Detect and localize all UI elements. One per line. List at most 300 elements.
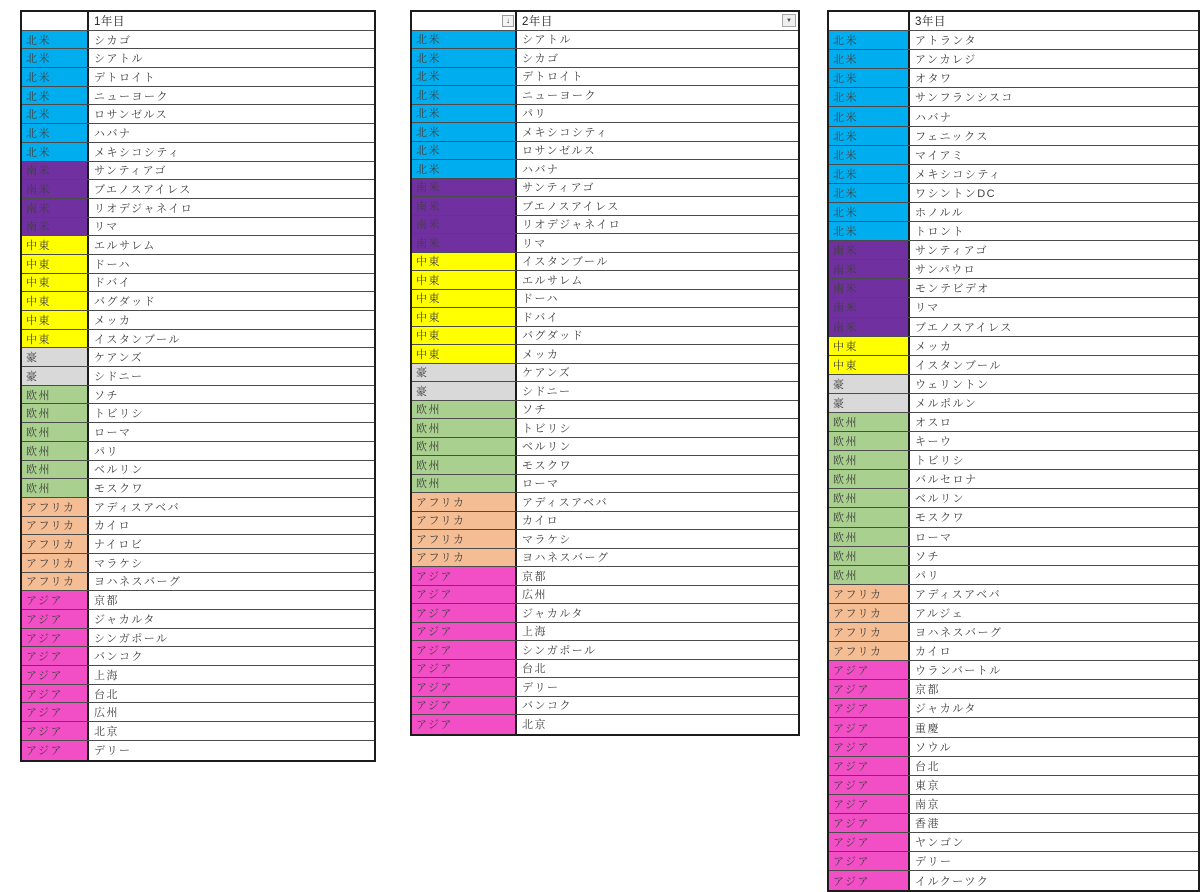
region-cell[interactable] bbox=[22, 274, 89, 292]
region-cell[interactable] bbox=[22, 330, 89, 348]
region-cell[interactable] bbox=[829, 69, 910, 87]
city-label: マラケシ bbox=[522, 533, 572, 546]
city-cell[interactable] bbox=[89, 722, 374, 740]
city-cell[interactable] bbox=[910, 661, 1198, 679]
city-cell[interactable] bbox=[89, 292, 374, 310]
region-cell[interactable] bbox=[829, 871, 910, 890]
city-cell[interactable] bbox=[517, 364, 798, 382]
region-cell[interactable] bbox=[412, 31, 517, 49]
city-cell[interactable] bbox=[910, 585, 1198, 603]
region-cell[interactable] bbox=[829, 699, 910, 717]
region-cell[interactable] bbox=[412, 290, 517, 308]
city-cell[interactable] bbox=[517, 623, 798, 641]
region-cell[interactable] bbox=[22, 610, 89, 628]
city-cell[interactable] bbox=[517, 586, 798, 604]
city-cell[interactable] bbox=[517, 271, 798, 289]
region-cell[interactable] bbox=[22, 685, 89, 703]
city-cell[interactable] bbox=[910, 852, 1198, 870]
city-cell[interactable] bbox=[910, 375, 1198, 393]
region-cell[interactable] bbox=[829, 795, 910, 813]
city-cell[interactable] bbox=[89, 647, 374, 665]
city-label: ソチ bbox=[522, 404, 547, 417]
region-cell[interactable] bbox=[412, 604, 517, 622]
year2-header-title-cell[interactable] bbox=[517, 12, 798, 30]
region-cell[interactable] bbox=[412, 253, 517, 271]
city-label: ヨハネスバーグ bbox=[915, 627, 1003, 640]
region-cell[interactable] bbox=[829, 833, 910, 851]
city-cell[interactable] bbox=[910, 127, 1198, 145]
city-cell[interactable] bbox=[910, 203, 1198, 221]
city-cell[interactable] bbox=[517, 31, 798, 49]
city-cell[interactable] bbox=[910, 279, 1198, 297]
region-cell[interactable] bbox=[412, 271, 517, 289]
city-cell[interactable] bbox=[910, 146, 1198, 164]
city-cell[interactable] bbox=[89, 274, 374, 292]
city-cell[interactable] bbox=[910, 451, 1198, 469]
region-label: 中東 bbox=[833, 359, 858, 372]
region-cell[interactable] bbox=[22, 367, 89, 385]
city-cell[interactable] bbox=[89, 31, 374, 49]
region-cell[interactable] bbox=[22, 292, 89, 310]
region-cell[interactable] bbox=[829, 642, 910, 660]
city-cell[interactable] bbox=[89, 517, 374, 535]
region-cell[interactable] bbox=[412, 623, 517, 641]
city-cell[interactable] bbox=[89, 330, 374, 348]
city-cell[interactable] bbox=[89, 461, 374, 479]
city-cell[interactable] bbox=[910, 528, 1198, 546]
region-cell[interactable] bbox=[412, 197, 517, 215]
city-label: 北京 bbox=[94, 725, 119, 738]
city-cell[interactable] bbox=[517, 530, 798, 548]
region-cell[interactable] bbox=[22, 479, 89, 497]
city-cell[interactable] bbox=[517, 401, 798, 419]
city-cell[interactable] bbox=[89, 162, 374, 180]
region-cell[interactable] bbox=[829, 356, 910, 374]
region-cell[interactable] bbox=[412, 438, 517, 456]
region-cell[interactable] bbox=[829, 375, 910, 393]
city-cell[interactable] bbox=[910, 69, 1198, 87]
city-cell[interactable] bbox=[517, 512, 798, 530]
region-label: 北米 bbox=[26, 127, 51, 140]
region-label: 南米 bbox=[26, 202, 51, 215]
city-cell[interactable] bbox=[517, 604, 798, 622]
city-label: トビリシ bbox=[915, 455, 965, 468]
region-cell[interactable] bbox=[22, 647, 89, 665]
region-cell[interactable] bbox=[829, 604, 910, 622]
city-label: シドニー bbox=[94, 370, 144, 383]
region-cell[interactable] bbox=[22, 348, 89, 366]
table-row bbox=[412, 401, 798, 420]
region-label: 北米 bbox=[26, 90, 51, 103]
city-cell[interactable] bbox=[517, 327, 798, 345]
region-cell[interactable] bbox=[829, 661, 910, 679]
city-cell[interactable] bbox=[89, 554, 374, 572]
city-cell[interactable] bbox=[89, 255, 374, 273]
table-row bbox=[412, 493, 798, 512]
region-cell[interactable] bbox=[829, 260, 910, 278]
city-cell[interactable] bbox=[910, 298, 1198, 316]
city-label: 香港 bbox=[915, 817, 940, 830]
city-cell[interactable] bbox=[910, 184, 1198, 202]
city-cell[interactable] bbox=[517, 49, 798, 67]
table-row bbox=[829, 680, 1198, 699]
city-cell[interactable] bbox=[89, 404, 374, 422]
city-cell[interactable] bbox=[910, 566, 1198, 584]
region-cell[interactable] bbox=[829, 107, 910, 125]
table-row bbox=[22, 49, 374, 68]
table-row bbox=[22, 610, 374, 629]
city-cell[interactable] bbox=[89, 442, 374, 460]
region-cell[interactable] bbox=[829, 146, 910, 164]
region-cell[interactable] bbox=[829, 508, 910, 526]
region-cell[interactable] bbox=[22, 386, 89, 404]
region-cell[interactable] bbox=[829, 776, 910, 794]
region-cell[interactable] bbox=[412, 68, 517, 86]
city-cell[interactable] bbox=[89, 105, 374, 123]
city-cell[interactable] bbox=[89, 703, 374, 721]
city-cell[interactable] bbox=[517, 697, 798, 715]
table-row bbox=[22, 629, 374, 648]
city-label: イスタンブール bbox=[522, 256, 609, 269]
region-cell[interactable] bbox=[412, 567, 517, 585]
region-cell[interactable] bbox=[829, 814, 910, 832]
region-cell[interactable] bbox=[22, 49, 89, 67]
region-cell[interactable] bbox=[412, 493, 517, 511]
city-cell[interactable] bbox=[910, 718, 1198, 736]
region-label: アジア bbox=[416, 607, 454, 620]
region-cell[interactable] bbox=[829, 413, 910, 431]
region-cell[interactable] bbox=[22, 199, 89, 217]
region-cell[interactable] bbox=[412, 234, 517, 252]
city-cell[interactable] bbox=[910, 776, 1198, 794]
city-cell[interactable] bbox=[89, 666, 374, 684]
city-cell[interactable] bbox=[517, 123, 798, 141]
region-label: アジア bbox=[26, 707, 64, 720]
city-cell[interactable] bbox=[89, 124, 374, 142]
city-label: アンカレジ bbox=[915, 54, 977, 67]
region-cell[interactable] bbox=[829, 241, 910, 259]
city-cell[interactable] bbox=[910, 642, 1198, 660]
region-cell[interactable] bbox=[412, 456, 517, 474]
city-cell[interactable] bbox=[910, 432, 1198, 450]
city-cell[interactable] bbox=[910, 260, 1198, 278]
region-cell[interactable] bbox=[22, 461, 89, 479]
city-cell[interactable] bbox=[910, 833, 1198, 851]
city-cell[interactable] bbox=[89, 236, 374, 254]
region-cell[interactable] bbox=[412, 586, 517, 604]
city-cell[interactable] bbox=[517, 493, 798, 511]
city-cell[interactable] bbox=[517, 715, 798, 734]
region-cell[interactable] bbox=[22, 255, 89, 273]
city-label: 京都 bbox=[94, 595, 119, 608]
year3-table bbox=[827, 10, 1200, 892]
table-row bbox=[22, 162, 374, 181]
region-cell[interactable] bbox=[829, 203, 910, 221]
region-cell[interactable] bbox=[829, 165, 910, 183]
region-cell[interactable] bbox=[829, 547, 910, 565]
region-label: アジア bbox=[833, 817, 871, 830]
region-cell[interactable] bbox=[829, 31, 910, 49]
region-cell[interactable] bbox=[829, 451, 910, 469]
region-cell[interactable] bbox=[22, 535, 89, 553]
region-cell[interactable] bbox=[829, 337, 910, 355]
region-cell[interactable] bbox=[412, 475, 517, 493]
city-cell[interactable] bbox=[910, 88, 1198, 106]
city-cell[interactable] bbox=[910, 757, 1198, 775]
year3-header-title-cell[interactable] bbox=[910, 12, 1198, 30]
region-cell[interactable] bbox=[829, 127, 910, 145]
table-row bbox=[829, 356, 1198, 375]
city-cell[interactable] bbox=[517, 475, 798, 493]
city-label: ケアンズ bbox=[522, 367, 572, 380]
region-cell[interactable] bbox=[412, 512, 517, 530]
city-cell[interactable] bbox=[910, 699, 1198, 717]
city-cell[interactable] bbox=[910, 107, 1198, 125]
city-cell[interactable] bbox=[910, 31, 1198, 49]
region-cell[interactable] bbox=[829, 298, 910, 316]
city-cell[interactable] bbox=[517, 308, 798, 326]
region-label: 北米 bbox=[833, 54, 858, 67]
region-cell[interactable] bbox=[22, 105, 89, 123]
region-cell[interactable] bbox=[829, 852, 910, 870]
city-cell[interactable] bbox=[910, 165, 1198, 183]
city-label: メキシコシティ bbox=[522, 126, 609, 139]
region-cell[interactable] bbox=[412, 308, 517, 326]
region-label: 欧州 bbox=[833, 531, 858, 544]
city-cell[interactable] bbox=[517, 290, 798, 308]
city-cell[interactable] bbox=[89, 423, 374, 441]
city-cell[interactable] bbox=[517, 216, 798, 234]
city-cell[interactable] bbox=[89, 218, 374, 236]
region-cell[interactable] bbox=[829, 50, 910, 68]
region-cell[interactable] bbox=[22, 666, 89, 684]
region-cell[interactable] bbox=[829, 623, 910, 641]
city-cell[interactable] bbox=[89, 87, 374, 105]
city-label: ソウル bbox=[915, 741, 953, 754]
table-row bbox=[22, 722, 374, 741]
region-cell[interactable] bbox=[22, 517, 89, 535]
region-cell[interactable] bbox=[22, 31, 89, 49]
region-cell[interactable] bbox=[412, 345, 517, 363]
region-cell[interactable] bbox=[412, 715, 517, 734]
city-cell[interactable] bbox=[89, 143, 374, 161]
city-label: イスタンブール bbox=[94, 333, 181, 346]
region-cell[interactable] bbox=[22, 591, 89, 609]
region-cell[interactable] bbox=[412, 641, 517, 659]
region-cell[interactable] bbox=[22, 741, 89, 760]
city-cell[interactable] bbox=[910, 738, 1198, 756]
city-cell[interactable] bbox=[517, 678, 798, 696]
city-cell[interactable] bbox=[517, 382, 798, 400]
region-cell[interactable] bbox=[829, 279, 910, 297]
region-cell[interactable] bbox=[22, 404, 89, 422]
region-cell[interactable] bbox=[829, 566, 910, 584]
region-cell[interactable] bbox=[412, 160, 517, 178]
city-label: デトロイト bbox=[522, 71, 585, 84]
city-cell[interactable] bbox=[517, 160, 798, 178]
table-row bbox=[829, 432, 1198, 451]
city-cell[interactable] bbox=[89, 311, 374, 329]
city-cell[interactable] bbox=[910, 413, 1198, 431]
region-label: 南米 bbox=[416, 219, 441, 232]
city-cell[interactable] bbox=[89, 573, 374, 591]
region-cell[interactable] bbox=[412, 327, 517, 345]
region-cell[interactable] bbox=[22, 218, 89, 236]
city-cell[interactable] bbox=[89, 199, 374, 217]
table-row bbox=[22, 554, 374, 573]
region-label: アジア bbox=[26, 725, 64, 738]
city-cell[interactable] bbox=[89, 629, 374, 647]
region-cell[interactable] bbox=[22, 68, 89, 86]
city-cell[interactable] bbox=[910, 394, 1198, 412]
city-cell[interactable] bbox=[517, 86, 798, 104]
region-cell[interactable] bbox=[829, 585, 910, 603]
region-cell[interactable] bbox=[412, 216, 517, 234]
filter-dropdown-icon[interactable]: ▼ bbox=[782, 14, 796, 27]
region-cell[interactable] bbox=[22, 498, 89, 516]
city-cell[interactable] bbox=[910, 623, 1198, 641]
city-cell[interactable] bbox=[89, 386, 374, 404]
city-cell[interactable] bbox=[910, 604, 1198, 622]
region-cell[interactable] bbox=[22, 311, 89, 329]
region-cell[interactable] bbox=[412, 382, 517, 400]
city-cell[interactable] bbox=[89, 348, 374, 366]
region-label: アジア bbox=[416, 681, 454, 694]
table-row bbox=[22, 535, 374, 554]
year2-header-region-cell[interactable] bbox=[412, 12, 517, 30]
city-cell[interactable] bbox=[89, 367, 374, 385]
city-cell[interactable] bbox=[517, 438, 798, 456]
region-cell[interactable] bbox=[22, 703, 89, 721]
region-cell[interactable] bbox=[412, 364, 517, 382]
city-cell[interactable] bbox=[910, 508, 1198, 526]
city-cell[interactable] bbox=[910, 356, 1198, 374]
region-cell[interactable] bbox=[22, 573, 89, 591]
city-label: ヨハネスバーグ bbox=[94, 576, 182, 589]
city-cell[interactable] bbox=[910, 871, 1198, 890]
region-cell[interactable] bbox=[412, 142, 517, 160]
region-cell[interactable] bbox=[412, 660, 517, 678]
region-cell[interactable] bbox=[829, 88, 910, 106]
region-cell[interactable] bbox=[22, 722, 89, 740]
city-cell[interactable] bbox=[910, 337, 1198, 355]
region-cell[interactable] bbox=[22, 423, 89, 441]
city-cell[interactable] bbox=[517, 68, 798, 86]
city-cell[interactable] bbox=[89, 741, 374, 760]
city-label: 広州 bbox=[94, 707, 119, 720]
city-cell[interactable] bbox=[910, 795, 1198, 813]
region-cell[interactable] bbox=[829, 528, 910, 546]
city-cell[interactable] bbox=[910, 680, 1198, 698]
city-cell[interactable] bbox=[517, 567, 798, 585]
city-cell[interactable] bbox=[910, 470, 1198, 488]
region-cell[interactable] bbox=[412, 401, 517, 419]
city-cell[interactable] bbox=[89, 180, 374, 198]
city-cell[interactable] bbox=[517, 142, 798, 160]
city-cell[interactable] bbox=[517, 253, 798, 271]
city-cell[interactable] bbox=[517, 197, 798, 215]
region-cell[interactable] bbox=[22, 87, 89, 105]
region-cell[interactable] bbox=[412, 530, 517, 548]
city-cell[interactable] bbox=[517, 179, 798, 197]
region-cell[interactable] bbox=[829, 718, 910, 736]
city-cell[interactable] bbox=[89, 498, 374, 516]
year3-header-region-cell[interactable] bbox=[829, 12, 910, 30]
region-label: 北米 bbox=[833, 168, 858, 181]
city-cell[interactable] bbox=[89, 610, 374, 628]
city-label: メキシコシティ bbox=[94, 146, 181, 159]
city-cell[interactable] bbox=[910, 222, 1198, 240]
city-cell[interactable] bbox=[89, 479, 374, 497]
city-cell[interactable] bbox=[517, 660, 798, 678]
city-cell[interactable] bbox=[89, 591, 374, 609]
region-cell[interactable] bbox=[412, 697, 517, 715]
region-cell[interactable] bbox=[829, 680, 910, 698]
region-cell[interactable] bbox=[829, 738, 910, 756]
city-cell[interactable] bbox=[89, 68, 374, 86]
region-cell[interactable] bbox=[829, 489, 910, 507]
city-cell[interactable] bbox=[89, 685, 374, 703]
region-cell[interactable] bbox=[22, 554, 89, 572]
city-cell[interactable] bbox=[517, 641, 798, 659]
region-cell[interactable] bbox=[412, 49, 517, 67]
city-cell[interactable] bbox=[89, 535, 374, 553]
region-cell[interactable] bbox=[829, 184, 910, 202]
region-cell[interactable] bbox=[829, 222, 910, 240]
region-cell[interactable] bbox=[22, 162, 89, 180]
region-cell[interactable] bbox=[412, 678, 517, 696]
city-cell[interactable] bbox=[517, 345, 798, 363]
region-cell[interactable] bbox=[412, 419, 517, 437]
region-cell[interactable] bbox=[829, 318, 910, 336]
table-row bbox=[829, 451, 1198, 470]
city-cell[interactable] bbox=[910, 489, 1198, 507]
city-cell[interactable] bbox=[517, 456, 798, 474]
city-cell[interactable] bbox=[910, 814, 1198, 832]
region-cell[interactable] bbox=[22, 143, 89, 161]
city-cell[interactable] bbox=[910, 50, 1198, 68]
city-cell[interactable] bbox=[517, 234, 798, 252]
city-label: リオデジャネイロ bbox=[522, 219, 622, 232]
region-cell[interactable] bbox=[412, 105, 517, 123]
city-cell[interactable] bbox=[517, 549, 798, 567]
region-cell[interactable] bbox=[22, 629, 89, 647]
region-cell[interactable] bbox=[22, 180, 89, 198]
region-cell[interactable] bbox=[412, 549, 517, 567]
region-cell[interactable] bbox=[829, 757, 910, 775]
city-cell[interactable] bbox=[910, 241, 1198, 259]
region-cell[interactable] bbox=[22, 442, 89, 460]
region-cell[interactable] bbox=[22, 124, 89, 142]
region-cell[interactable] bbox=[412, 179, 517, 197]
table-row bbox=[412, 179, 798, 198]
region-cell[interactable] bbox=[829, 432, 910, 450]
city-cell[interactable] bbox=[910, 318, 1198, 336]
city-cell[interactable] bbox=[89, 49, 374, 67]
region-cell[interactable] bbox=[412, 123, 517, 141]
city-cell[interactable] bbox=[517, 419, 798, 437]
city-cell[interactable] bbox=[517, 105, 798, 123]
region-cell[interactable] bbox=[412, 86, 517, 104]
sort-icon[interactable]: ↓ bbox=[502, 15, 514, 27]
region-cell[interactable] bbox=[829, 394, 910, 412]
year1-header-title-cell[interactable] bbox=[89, 12, 374, 30]
city-cell[interactable] bbox=[910, 547, 1198, 565]
year1-header-region-cell[interactable] bbox=[22, 12, 89, 30]
region-cell[interactable] bbox=[829, 470, 910, 488]
region-cell[interactable] bbox=[22, 236, 89, 254]
table-row bbox=[22, 255, 374, 274]
